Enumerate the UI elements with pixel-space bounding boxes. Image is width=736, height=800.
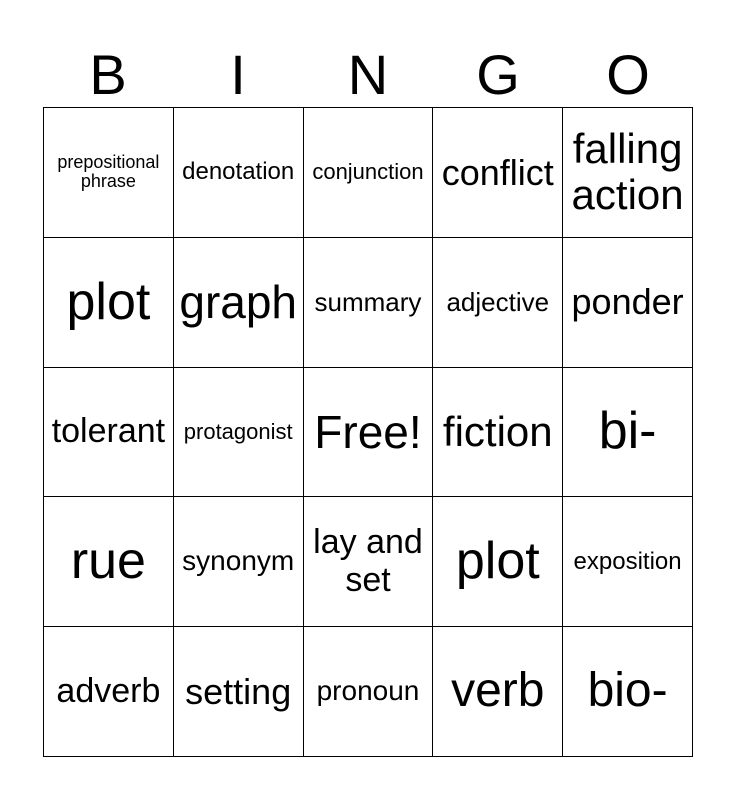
bingo-cell-text: exposition: [573, 547, 682, 575]
bingo-cell[interactable]: [433, 497, 563, 627]
bingo-cell[interactable]: [174, 238, 304, 368]
bingo-cell[interactable]: [44, 238, 174, 368]
bingo-cell-text: rue: [70, 532, 146, 591]
bingo-cell-text: lay and set: [313, 523, 423, 599]
bingo-cell[interactable]: [44, 497, 174, 627]
bingo-cell-text: graph: [179, 275, 298, 328]
bingo-cell-text: summary: [314, 286, 422, 317]
bingo-cell-text: Free!: [314, 405, 422, 458]
bingo-cell-text: bi-: [598, 402, 657, 461]
header-letter-o: O: [606, 43, 650, 106]
bingo-cell[interactable]: [174, 108, 304, 238]
bingo-cell[interactable]: [563, 368, 693, 498]
bingo-cell-text: prepositional phrase: [57, 151, 160, 192]
bingo-cell-text: bio-: [587, 664, 668, 718]
bingo-cell-text: protagonist: [183, 418, 293, 444]
bingo-cell-text: tolerant: [51, 412, 166, 451]
bingo-cell-text: setting: [185, 670, 292, 712]
bingo-cell[interactable]: [304, 497, 434, 627]
bingo-cell[interactable]: [433, 238, 563, 368]
bingo-cell-text: adverb: [56, 671, 161, 710]
bingo-cell-text: plot: [66, 272, 151, 331]
bingo-cell[interactable]: [304, 627, 434, 757]
header-letter-b: B: [89, 43, 127, 106]
bingo-cell[interactable]: [174, 368, 304, 498]
bingo-cell-text: adjective: [446, 286, 550, 317]
bingo-cell-text: falling action: [571, 125, 684, 219]
bingo-cell-text: ponder: [571, 281, 684, 323]
bingo-cell[interactable]: [563, 238, 693, 368]
bingo-cell-text: conflict: [441, 151, 554, 193]
bingo-cell-text: conjunction: [312, 159, 424, 185]
bingo-cell[interactable]: [433, 368, 563, 498]
bingo-cell[interactable]: [44, 368, 174, 498]
bingo-cell[interactable]: [563, 108, 693, 238]
bingo-cell-text: fiction: [442, 407, 553, 455]
bingo-cell[interactable]: [304, 368, 434, 498]
bingo-cell[interactable]: [433, 108, 563, 238]
bingo-cell[interactable]: [563, 627, 693, 757]
bingo-header: [43, 42, 693, 108]
bingo-cell-text: synonym: [182, 545, 295, 577]
bingo-cell[interactable]: [304, 108, 434, 238]
header-letter-i: I: [230, 43, 246, 106]
header-letter-g: G: [476, 43, 520, 106]
bingo-cell[interactable]: [304, 238, 434, 368]
bingo-board: [43, 107, 693, 757]
bingo-cell-text: denotation: [182, 158, 295, 186]
header-letter-n: N: [347, 43, 389, 106]
bingo-cell[interactable]: [174, 627, 304, 757]
bingo-cell[interactable]: [44, 108, 174, 238]
bingo-cell[interactable]: [433, 627, 563, 757]
bingo-cell[interactable]: [174, 497, 304, 627]
bingo-cell[interactable]: [563, 497, 693, 627]
bingo-cell-text: plot: [455, 532, 540, 591]
bingo-cell-text: verb: [451, 664, 545, 718]
bingo-cell[interactable]: [44, 627, 174, 757]
bingo-cell-text: pronoun: [316, 675, 420, 707]
